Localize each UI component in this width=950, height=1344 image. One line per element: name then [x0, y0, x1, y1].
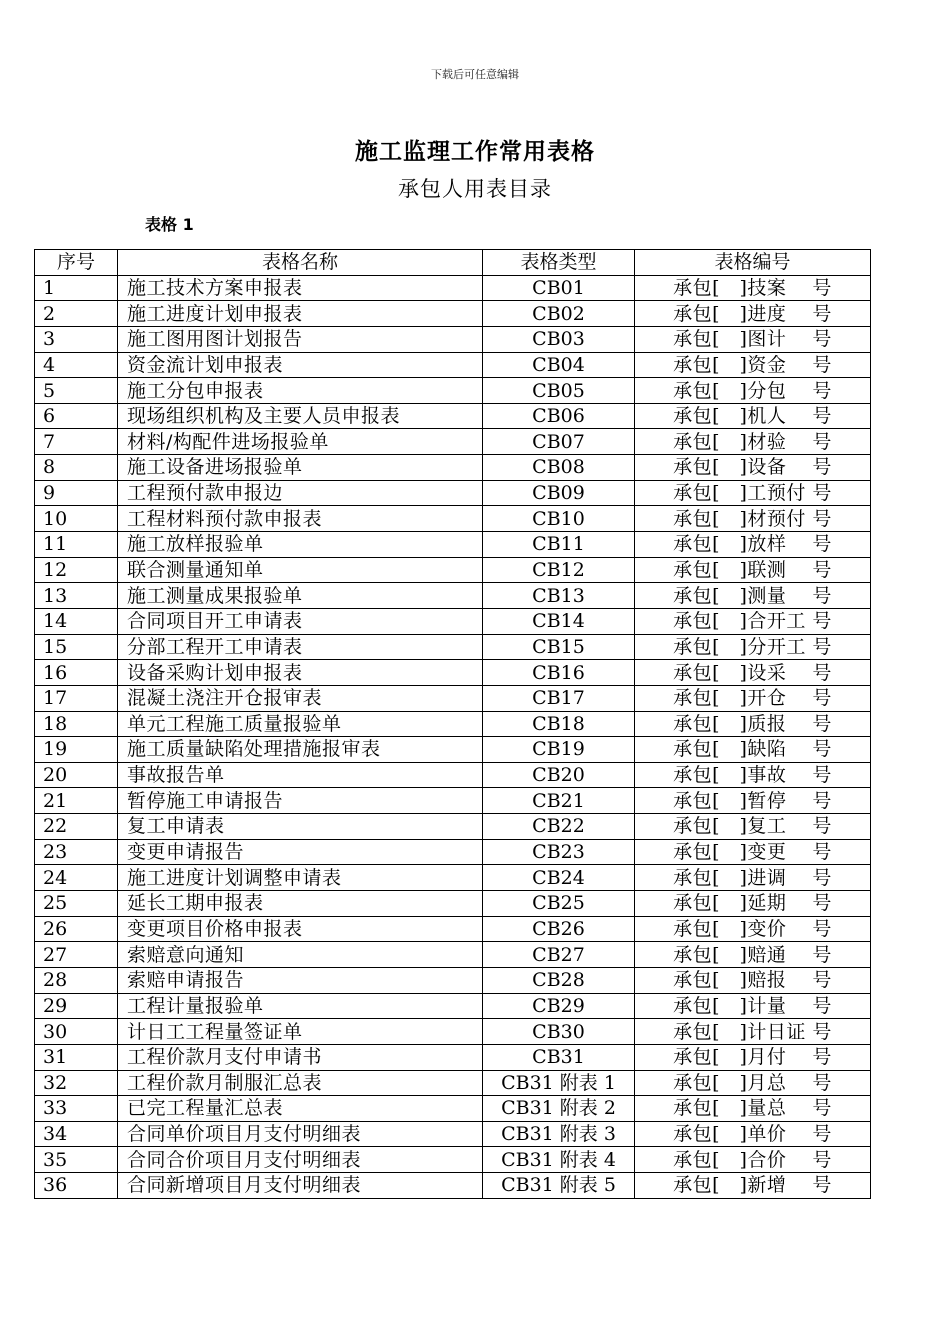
form-code: 承包[ ]工预付 号 [635, 480, 871, 506]
header-cell-type: 表格类型 [483, 250, 635, 276]
form-type: CB06 [483, 403, 635, 429]
row-index: 15 [35, 634, 118, 660]
table-row [35, 583, 871, 609]
form-code: 承包[ ]复工 号 [635, 814, 871, 840]
form-type: CB21 [483, 788, 635, 814]
row-index: 34 [35, 1121, 118, 1147]
row-index: 23 [35, 839, 118, 865]
form-type: CB31 [483, 1044, 635, 1070]
row-index: 19 [35, 737, 118, 763]
row-index: 25 [35, 891, 118, 917]
table-row [35, 1044, 871, 1070]
table-row [35, 865, 871, 891]
form-code: 承包[ ]事故 号 [635, 762, 871, 788]
form-name: 暂停施工申请报告 [118, 788, 483, 814]
form-name: 设备采购计划申报表 [118, 660, 483, 686]
table-row [35, 916, 871, 942]
form-name: 变更项目价格申报表 [118, 916, 483, 942]
form-name: 合同单价项目月支付明细表 [118, 1121, 483, 1147]
row-index: 21 [35, 788, 118, 814]
table-row [35, 839, 871, 865]
form-type: CB25 [483, 891, 635, 917]
form-name: 事故报告单 [118, 762, 483, 788]
form-code: 承包[ ]延期 号 [635, 891, 871, 917]
form-code: 承包[ ]开仓 号 [635, 685, 871, 711]
form-name: 材料/构配件进场报验单 [118, 429, 483, 455]
table-row [35, 942, 871, 968]
row-index: 2 [35, 301, 118, 327]
form-code: 承包[ ]月总 号 [635, 1070, 871, 1096]
form-type: CB03 [483, 326, 635, 352]
form-code: 承包[ ]变更 号 [635, 839, 871, 865]
form-type: CB24 [483, 865, 635, 891]
table-row [35, 480, 871, 506]
form-code: 承包[ ]分包 号 [635, 378, 871, 404]
form-type: CB22 [483, 814, 635, 840]
header-cell-code: 表格编号 [635, 250, 871, 276]
row-index: 7 [35, 429, 118, 455]
table-row [35, 788, 871, 814]
form-code: 承包[ ]合价 号 [635, 1147, 871, 1173]
form-code: 承包[ ]计日证 号 [635, 1019, 871, 1045]
table-row [35, 737, 871, 763]
form-code: 承包[ ]测量 号 [635, 583, 871, 609]
row-index: 28 [35, 967, 118, 993]
form-name: 施工质量缺陷处理措施报审表 [118, 737, 483, 763]
form-type: CB31 附表 2 [483, 1096, 635, 1122]
form-name: 现场组织机构及主要人员申报表 [118, 403, 483, 429]
row-index: 30 [35, 1019, 118, 1045]
form-type: CB26 [483, 916, 635, 942]
table-row [35, 814, 871, 840]
table-row [35, 634, 871, 660]
form-name: 工程预付款申报边 [118, 480, 483, 506]
form-name: 施工分包申报表 [118, 378, 483, 404]
form-type: CB12 [483, 557, 635, 583]
form-name: 工程价款月支付申请书 [118, 1044, 483, 1070]
table-row [35, 1147, 871, 1173]
row-index: 16 [35, 660, 118, 686]
form-code: 承包[ ]质报 号 [635, 711, 871, 737]
row-index: 17 [35, 685, 118, 711]
table-row [35, 429, 871, 455]
table-header-row [35, 250, 871, 276]
form-type: CB02 [483, 301, 635, 327]
form-code: 承包[ ]暂停 号 [635, 788, 871, 814]
form-name: 施工放样报验单 [118, 532, 483, 558]
row-index: 11 [35, 532, 118, 558]
table-row [35, 506, 871, 532]
form-name: 施工进度计划调整申请表 [118, 865, 483, 891]
form-name: 合同项目开工申请表 [118, 608, 483, 634]
row-index: 6 [35, 403, 118, 429]
row-index: 27 [35, 942, 118, 968]
form-type: CB07 [483, 429, 635, 455]
form-name: 混凝土浇注开仓报审表 [118, 685, 483, 711]
header-cell-index: 序号 [35, 250, 118, 276]
table-row [35, 301, 871, 327]
form-type: CB17 [483, 685, 635, 711]
row-index: 14 [35, 608, 118, 634]
table-row [35, 326, 871, 352]
form-type: CB31 附表 3 [483, 1121, 635, 1147]
form-code: 承包[ ]变价 号 [635, 916, 871, 942]
form-type: CB18 [483, 711, 635, 737]
table-row [35, 1070, 871, 1096]
row-index: 8 [35, 455, 118, 481]
table-row [35, 1096, 871, 1122]
header-cell-name: 表格名称 [118, 250, 483, 276]
row-index: 22 [35, 814, 118, 840]
form-type: CB31 附表 1 [483, 1070, 635, 1096]
table-row [35, 403, 871, 429]
table-row [35, 557, 871, 583]
row-index: 10 [35, 506, 118, 532]
row-index: 3 [35, 326, 118, 352]
form-name: 复工申请表 [118, 814, 483, 840]
form-name: 联合测量通知单 [118, 557, 483, 583]
form-type: CB09 [483, 480, 635, 506]
table-row [35, 608, 871, 634]
form-type: CB31 附表 5 [483, 1173, 635, 1199]
form-name: 分部工程开工申请表 [118, 634, 483, 660]
form-code: 承包[ ]设采 号 [635, 660, 871, 686]
form-name: 资金流计划申报表 [118, 352, 483, 378]
form-name: 变更申请报告 [118, 839, 483, 865]
form-name: 延长工期申报表 [118, 891, 483, 917]
form-code: 承包[ ]计量 号 [635, 993, 871, 1019]
form-code: 承包[ ]量总 号 [635, 1096, 871, 1122]
form-name: 施工技术方案申报表 [118, 275, 483, 301]
form-code: 承包[ ]赔报 号 [635, 967, 871, 993]
table-label: 表格 1 [145, 215, 194, 234]
document-title: 施工监理工作常用表格 [355, 138, 595, 165]
row-index: 9 [35, 480, 118, 506]
form-type: CB14 [483, 608, 635, 634]
form-name: 索赔申请报告 [118, 967, 483, 993]
form-type: CB04 [483, 352, 635, 378]
form-code: 承包[ ]分开工 号 [635, 634, 871, 660]
document-subtitle: 承包人用表目录 [398, 177, 552, 201]
table-row [35, 993, 871, 1019]
form-code: 承包[ ]资金 号 [635, 352, 871, 378]
form-name: 索赔意向通知 [118, 942, 483, 968]
form-name: 工程计量报验单 [118, 993, 483, 1019]
form-code: 承包[ ]机人 号 [635, 403, 871, 429]
form-code: 承包[ ]联测 号 [635, 557, 871, 583]
form-type: CB31 附表 4 [483, 1147, 635, 1173]
form-type: CB29 [483, 993, 635, 1019]
form-name: 施工进度计划申报表 [118, 301, 483, 327]
form-type: CB23 [483, 839, 635, 865]
form-name: 合同新增项目月支付明细表 [118, 1173, 483, 1199]
header-note: 下载后可任意编辑 [431, 68, 519, 81]
form-name: 施工测量成果报验单 [118, 583, 483, 609]
form-code: 承包[ ]合开工 号 [635, 608, 871, 634]
table-row [35, 532, 871, 558]
row-index: 35 [35, 1147, 118, 1173]
form-name: 单元工程施工质量报验单 [118, 711, 483, 737]
row-index: 4 [35, 352, 118, 378]
row-index: 29 [35, 993, 118, 1019]
row-index: 5 [35, 378, 118, 404]
form-type: CB30 [483, 1019, 635, 1045]
form-type: CB28 [483, 967, 635, 993]
form-type: CB15 [483, 634, 635, 660]
form-code: 承包[ ]设备 号 [635, 455, 871, 481]
form-code: 承包[ ]赔通 号 [635, 942, 871, 968]
form-name: 施工设备进场报验单 [118, 455, 483, 481]
table-row [35, 891, 871, 917]
form-name: 工程材料预付款申报表 [118, 506, 483, 532]
table-row [35, 967, 871, 993]
form-code: 承包[ ]单价 号 [635, 1121, 871, 1147]
table-row [35, 1173, 871, 1199]
row-index: 36 [35, 1173, 118, 1199]
row-index: 33 [35, 1096, 118, 1122]
form-type: CB19 [483, 737, 635, 763]
table-row [35, 1121, 871, 1147]
row-index: 20 [35, 762, 118, 788]
form-type: CB08 [483, 455, 635, 481]
row-index: 1 [35, 275, 118, 301]
row-index: 12 [35, 557, 118, 583]
table-row [35, 660, 871, 686]
form-code: 承包[ ]进度 号 [635, 301, 871, 327]
form-code: 承包[ ]缺陷 号 [635, 737, 871, 763]
row-index: 24 [35, 865, 118, 891]
form-code: 承包[ ]材验 号 [635, 429, 871, 455]
form-type: CB16 [483, 660, 635, 686]
form-name: 合同合价项目月支付明细表 [118, 1147, 483, 1173]
form-type: CB13 [483, 583, 635, 609]
table-row [35, 1019, 871, 1045]
table-row [35, 275, 871, 301]
table-row [35, 378, 871, 404]
form-type: CB10 [483, 506, 635, 532]
form-code: 承包[ ]技案 号 [635, 275, 871, 301]
form-type: CB01 [483, 275, 635, 301]
form-name: 计日工工程量签证单 [118, 1019, 483, 1045]
row-index: 18 [35, 711, 118, 737]
table-row [35, 762, 871, 788]
form-type: CB11 [483, 532, 635, 558]
form-name: 施工图用图计划报告 [118, 326, 483, 352]
row-index: 32 [35, 1070, 118, 1096]
form-type: CB05 [483, 378, 635, 404]
table-row [35, 711, 871, 737]
form-name: 已完工程量汇总表 [118, 1096, 483, 1122]
row-index: 13 [35, 583, 118, 609]
table-row [35, 352, 871, 378]
form-type: CB27 [483, 942, 635, 968]
form-code: 承包[ ]放样 号 [635, 532, 871, 558]
row-index: 31 [35, 1044, 118, 1070]
form-code: 承包[ ]材预付 号 [635, 506, 871, 532]
table-row [35, 685, 871, 711]
form-code: 承包[ ]图计 号 [635, 326, 871, 352]
table-row [35, 455, 871, 481]
form-code: 承包[ ]进调 号 [635, 865, 871, 891]
form-type: CB20 [483, 762, 635, 788]
form-name: 工程价款月制服汇总表 [118, 1070, 483, 1096]
form-code: 承包[ ]月付 号 [635, 1044, 871, 1070]
form-code: 承包[ ]新增 号 [635, 1173, 871, 1199]
forms-table [34, 249, 871, 1199]
row-index: 26 [35, 916, 118, 942]
